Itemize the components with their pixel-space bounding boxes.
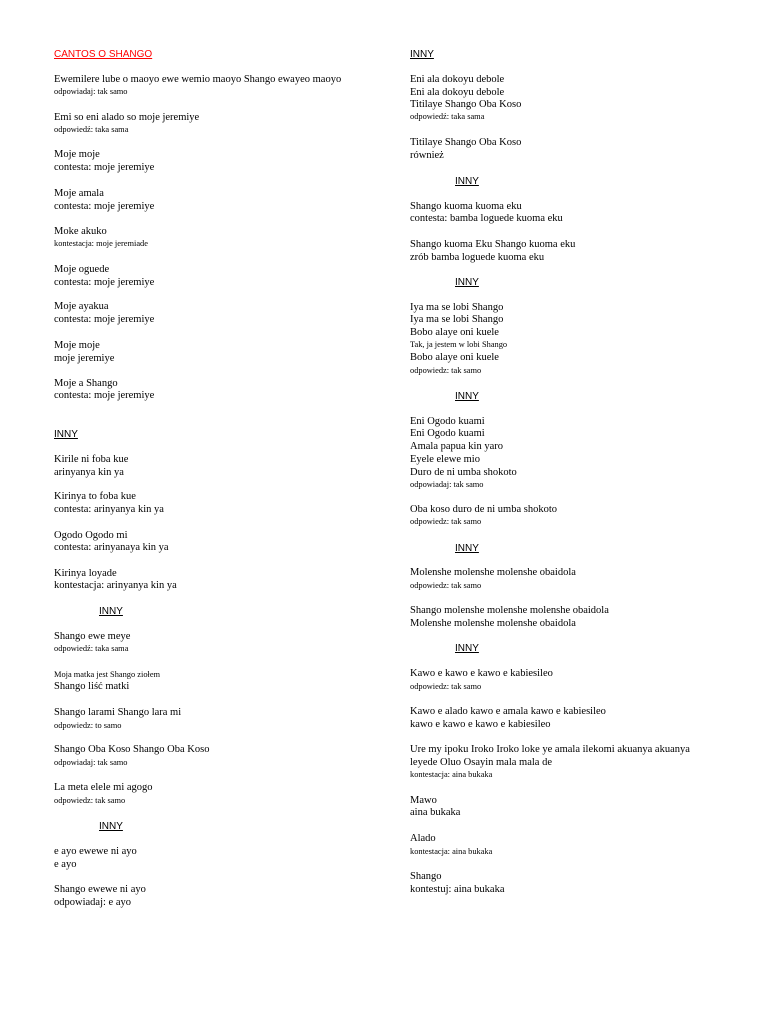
lyric-line: Emi so eni alado so moje jeremiye <box>54 112 200 123</box>
section-heading: INNY <box>99 821 123 832</box>
section-heading: INNY <box>99 606 123 617</box>
response-line: odpowiedz: tak samo <box>410 581 482 590</box>
section-heading: INNY <box>455 643 479 654</box>
lyric-line: Eni ala dokoyu debole <box>410 87 505 98</box>
lyric-line: contesta: moje jeremiye <box>54 314 155 325</box>
lyric-line: Duro de ni umba shokoto <box>410 467 517 478</box>
lyric-line: Shango kuoma kuoma eku <box>410 201 522 212</box>
section-heading: INNY <box>410 49 434 60</box>
lyric-line: Ogodo Ogodo mi <box>54 530 128 541</box>
lyric-line: Moje amala <box>54 188 104 199</box>
lyric-line: Shango <box>410 871 442 882</box>
lyric-line: Moje oguede <box>54 264 110 275</box>
lyric-line: Oba koso duro de ni umba shokoto <box>410 504 557 515</box>
lyric-line: moje jeremiye <box>54 353 115 364</box>
lyric-line: contesta: bamba loguede kuoma eku <box>410 213 563 224</box>
lyric-line: Shango Oba Koso Shango Oba Koso <box>54 744 210 755</box>
lyric-line: kontestuj: aina bukaka <box>410 884 505 895</box>
lyric-line: Kirile ni foba kue <box>54 454 129 465</box>
lyric-line: e ayo <box>54 859 77 870</box>
lyric-line: Eni Ogodo kuami <box>410 416 485 427</box>
response-line: odpowiadaj: tak samo <box>410 480 484 489</box>
lyric-line: contesta: moje jeremiye <box>54 390 155 401</box>
response-line: kontestacja: aina bukaka <box>410 770 493 779</box>
lyric-line: Moje moje <box>54 340 100 351</box>
response-line: odpowiadaj: tak samo <box>54 87 128 96</box>
lyric-line: odpowiadaj: e ayo <box>54 897 131 908</box>
lyric-line: Kawo e kawo e kawo e kabiesileo <box>410 668 553 679</box>
lyric-line: Eni Ogodo kuami <box>410 428 485 439</box>
lyric-line: leyede Oluo Osayin mala mala de <box>410 757 552 768</box>
lyric-line: aina bukaka <box>410 807 461 818</box>
lyric-line: Mawo <box>410 795 437 806</box>
lyric-line: e ayo ewewe ni ayo <box>54 846 137 857</box>
lyric-line: Shango liść matki <box>54 681 130 692</box>
lyric-line: La meta elele mi agogo <box>54 782 153 793</box>
lyric-line: Molenshe molenshe molenshe obaidola <box>410 567 576 578</box>
lyric-line: Shango larami Shango lara mi <box>54 707 182 718</box>
lyric-line: również <box>410 150 444 161</box>
lyric-line: Eni ala dokoyu debole <box>410 74 505 85</box>
lyric-line: contesta: moje jeremiye <box>54 201 155 212</box>
lyric-line: Moje ayakua <box>54 301 109 312</box>
lyric-line: contesta: moje jeremiye <box>54 162 155 173</box>
lyric-line: arinyanya kin ya <box>54 467 124 478</box>
response-line: kontestacja: moje jeremiade <box>54 239 148 248</box>
lyric-line: Shango ewe meye <box>54 631 131 642</box>
lyric-line: Ure my ipoku Iroko Iroko loke ye amala ilekomi akuanya akuanya <box>410 744 690 755</box>
lyric-line: contesta: arinyanya kin ya <box>54 504 164 515</box>
response-line: odpowiedź: taka sama <box>410 112 485 121</box>
lyric-line: Iya ma se lobi Shango <box>410 302 504 313</box>
lyric-line: Shango ewewe ni ayo <box>54 884 146 895</box>
response-line: odpowiedz: tak samo <box>410 682 482 691</box>
lyric-line: Ewemilere lube o maoyo ewe wemio maoyo Shango ewayeo maoyo <box>54 74 342 85</box>
response-line: odpowiedz: tak samo <box>410 366 482 375</box>
lyric-line: Iya ma se lobi Shango <box>410 314 504 325</box>
section-heading: INNY <box>455 543 479 554</box>
lyric-line: Shango molenshe molenshe molenshe obaidola <box>410 605 609 616</box>
section-heading: INNY <box>455 176 479 187</box>
lyric-line: kontestacja: arinyanya kin ya <box>54 580 177 591</box>
lyric-line: Amala papua kin yaro <box>410 441 504 452</box>
lyric-line: Molenshe molenshe molenshe obaidola <box>410 618 576 629</box>
lyric-line: Kirinya to foba kue <box>54 491 136 502</box>
response-line: Tak, ja jestem w lobi Shango <box>410 340 508 349</box>
response-line: odpowiedź: taka sama <box>54 644 129 653</box>
lyric-line: Eyele elewe mio <box>410 454 480 465</box>
lyric-line: Kawo e alado kawo e amala kawo e kabiesileo <box>410 706 606 717</box>
lyric-line: Kirinya loyade <box>54 568 117 579</box>
response-line: odpowiedź: taka sama <box>54 125 129 134</box>
lyric-line: Moje a Shango <box>54 378 118 389</box>
section-heading: INNY <box>455 277 479 288</box>
lyric-line: Bobo alaye oni kuele <box>410 327 499 338</box>
response-line: odpowiedz: tak samo <box>54 796 126 805</box>
response-line: odpowiadaj: tak samo <box>54 758 128 767</box>
response-line: Moja matka jest Shango ziołem <box>54 670 161 679</box>
response-line: kontestacja: aina bukaka <box>410 847 493 856</box>
lyric-line: contesta: arinyanaya kin ya <box>54 542 169 553</box>
lyric-line: Bobo alaye oni kuele <box>410 352 499 363</box>
response-line: odpowiedz: to samo <box>54 721 122 730</box>
response-line: odpowiedz: tak samo <box>410 517 482 526</box>
lyric-line: Shango kuoma Eku Shango kuoma eku <box>410 239 576 250</box>
section-heading: INNY <box>455 391 479 402</box>
lyric-line: Titilaye Shango Oba Koso <box>410 99 522 110</box>
lyric-line: Alado <box>410 833 436 844</box>
lyric-line: Moje moje <box>54 149 100 160</box>
lyric-line: contesta: moje jeremiye <box>54 277 155 288</box>
lyric-line: zrób bamba loguede kuoma eku <box>410 252 545 263</box>
document-title: CANTOS O SHANGO <box>54 49 153 60</box>
lyric-line: Titilaye Shango Oba Koso <box>410 137 522 148</box>
section-heading: INNY <box>54 429 78 440</box>
lyric-line: kawo e kawo e kawo e kabiesileo <box>410 719 551 730</box>
lyric-line: Moke akuko <box>54 226 107 237</box>
